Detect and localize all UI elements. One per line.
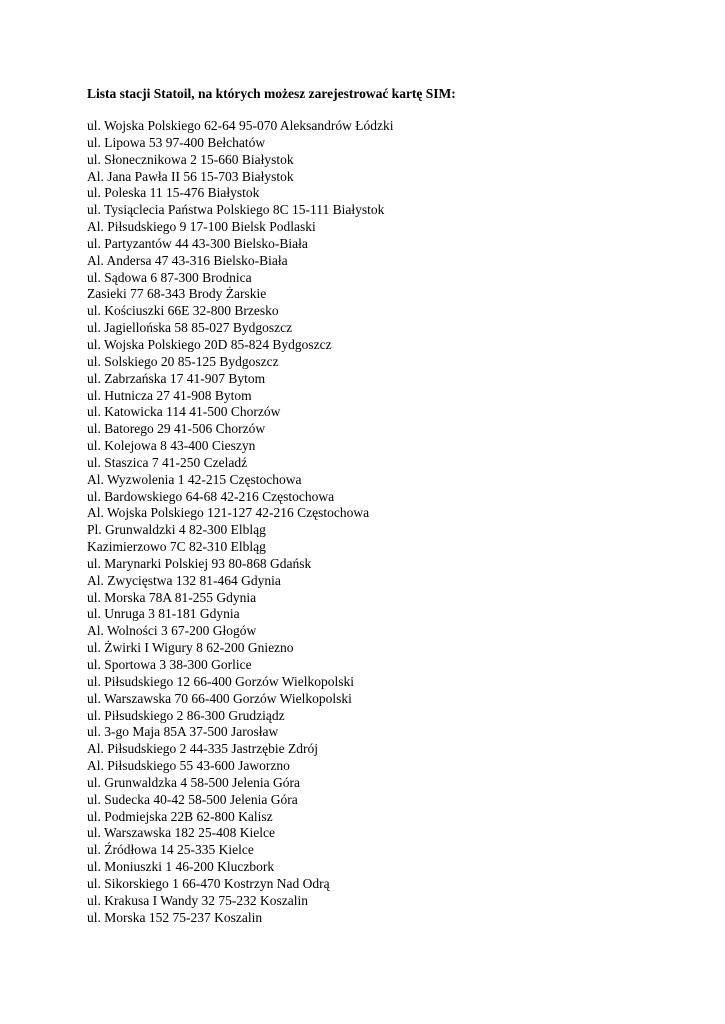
- station-address-item: ul. Unruga 3 81-181 Gdynia: [87, 606, 240, 622]
- station-address-item: Al. Piłsudskiego 2 44-335 Jastrzębie Zdrój: [87, 741, 318, 757]
- station-address-item: ul. Jagiellońska 58 85-027 Bydgoszcz: [87, 320, 293, 336]
- station-address-item: ul. Piłsudskiego 2 86-300 Grudziądz: [87, 707, 285, 723]
- station-address-item: ul. Wojska Polskiego 62-64 95-070 Aleksandrów Łódzki: [87, 118, 394, 133]
- station-address-item: ul. Poleska 11 15-476 Białystok: [87, 185, 260, 201]
- station-address-item: ul. Wojska Polskiego 20D 85-824 Bydgoszcz: [87, 336, 332, 352]
- station-address-item: Al. Jana Pawła II 56 15-703 Białystok: [87, 168, 294, 184]
- station-address-item: ul. Sportowa 3 38-300 Gorlice: [87, 657, 252, 672]
- station-address-item: Kazimierzowo 7C 82-310 Elbląg: [87, 539, 266, 555]
- station-address-item: ul. Katowicka 114 41-500 Chorzów: [87, 404, 281, 420]
- station-address-item: ul. 3-go Maja 85A 37-500 Jarosław: [87, 724, 279, 740]
- station-address-item: Al. Piłsudskiego 55 43-600 Jaworzno: [87, 758, 290, 774]
- station-address-item: ul. Solskiego 20 85-125 Bydgoszcz: [87, 353, 279, 369]
- station-address-item: ul. Partyzantów 44 43-300 Bielsko-Biała: [87, 235, 308, 251]
- station-address-item: ul. Batorego 29 41-506 Chorzów: [87, 421, 266, 437]
- station-address-item: ul. Kościuszki 66E 32-800 Brzesko: [87, 303, 279, 319]
- station-address-item: ul. Bardowskiego 64-68 42-216 Częstochowa: [87, 488, 335, 504]
- station-address-item: ul. Lipowa 53 97-400 Bełchatów: [87, 134, 266, 150]
- station-address-item: ul. Hutnicza 27 41-908 Bytom: [87, 387, 252, 403]
- station-address-item: Zasieki 77 68-343 Brody Żarskie: [87, 286, 267, 302]
- station-address-item: ul. Zabrzańska 17 41-907 Bytom: [87, 370, 266, 386]
- station-address-item: ul. Warszawska 182 25-408 Kielce: [87, 825, 275, 841]
- station-address-item: Al. Andersa 47 43-316 Bielsko-Biała: [87, 252, 288, 268]
- station-address-item: ul. Kolejowa 8 43-400 Cieszyn: [87, 438, 256, 454]
- station-address-item: ul. Morska 152 75-237 Koszalin: [87, 909, 263, 925]
- station-address-item: ul. Sądowa 6 87-300 Brodnica: [87, 269, 252, 285]
- station-address-item: ul. Warszawska 70 66-400 Gorzów Wielkopolski: [87, 690, 352, 706]
- station-address-item: ul. Żwirki I Wigury 8 62-200 Gniezno: [87, 640, 294, 656]
- document-title: Lista stacji Statoil, na których możesz zarejestrować kartę SIM:: [87, 86, 456, 101]
- station-address-item: ul. Sikorskiego 1 66-470 Kostrzyn Nad Odrą: [87, 875, 330, 891]
- station-address-item: ul. Sudecka 40-42 58-500 Jelenia Góra: [87, 791, 298, 807]
- station-address-item: ul. Tysiąclecia Państwa Polskiego 8C 15-111 Białystok: [87, 202, 385, 218]
- station-address-item: Al. Wyzwolenia 1 42-215 Częstochowa: [87, 471, 302, 487]
- station-address-item: Al. Piłsudskiego 9 17-100 Bielsk Podlaski: [87, 219, 316, 235]
- station-address-item: ul. Grunwaldzka 4 58-500 Jelenia Góra: [87, 774, 300, 790]
- station-address-item: ul. Staszica 7 41-250 Czeladź: [87, 454, 248, 470]
- station-address-item: Al. Zwycięstwa 132 81-464 Gdynia: [87, 572, 281, 588]
- station-address-item: ul. Podmiejska 22B 62-800 Kalisz: [87, 808, 273, 824]
- station-address-item: ul. Piłsudskiego 12 66-400 Gorzów Wielkopolski: [87, 673, 354, 689]
- station-address-item: Al. Wojska Polskiego 121-127 42-216 Częstochowa: [87, 505, 370, 521]
- station-address-item: ul. Krakusa I Wandy 32 75-232 Koszalin: [87, 892, 308, 908]
- station-address-item: ul. Słonecznikowa 2 15-660 Białystok: [87, 151, 294, 167]
- station-address-list: [87, 118, 394, 927]
- station-address-item: Al. Wolności 3 67-200 Głogów: [87, 623, 257, 639]
- station-address-item: ul. Marynarki Polskiej 93 80-868 Gdańsk: [87, 555, 312, 571]
- station-address-item: ul. Źródłowa 14 25-335 Kielce: [87, 842, 254, 858]
- station-address-item: Pl. Grunwaldzki 4 82-300 Elbląg: [87, 522, 266, 538]
- station-address-item: ul. Moniuszki 1 46-200 Kluczbork: [87, 859, 275, 875]
- station-address-item: ul. Morska 78A 81-255 Gdynia: [87, 589, 257, 605]
